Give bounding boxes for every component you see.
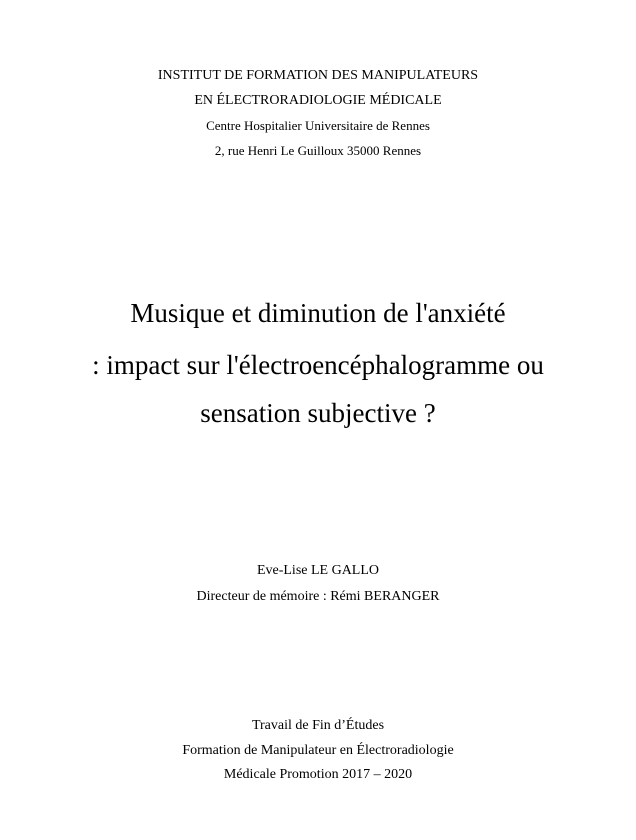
thesis-title-line3: sensation subjective ? [200, 398, 436, 428]
program-line1: Formation de Manipulateur en Électroradiologie [182, 743, 454, 758]
author-name: Eve-Lise LE GALLO [256, 563, 380, 578]
thesis-title-line1: Musique et diminution de l'anxiété [130, 298, 506, 328]
institute-name-line2: EN ÉLECTRORADIOLOGIE MÉDICALE [194, 93, 442, 108]
hospital-address: 2, rue Henri Le Guilloux 35000 Rennes [214, 143, 422, 158]
institute-name-line1: INSTITUT DE FORMATION DES MANIPULATEURS [157, 68, 479, 83]
thesis-director: Directeur de mémoire : Rémi BERANGER [196, 589, 440, 604]
work-type: Travail de Fin d’Études [251, 718, 385, 733]
hospital-name: Centre Hospitalier Universitaire de Rennes [206, 118, 430, 133]
thesis-title-line2: : impact sur l'électroencéphalogramme ou [92, 350, 544, 380]
program-line2: Médicale Promotion 2017 – 2020 [223, 767, 413, 782]
